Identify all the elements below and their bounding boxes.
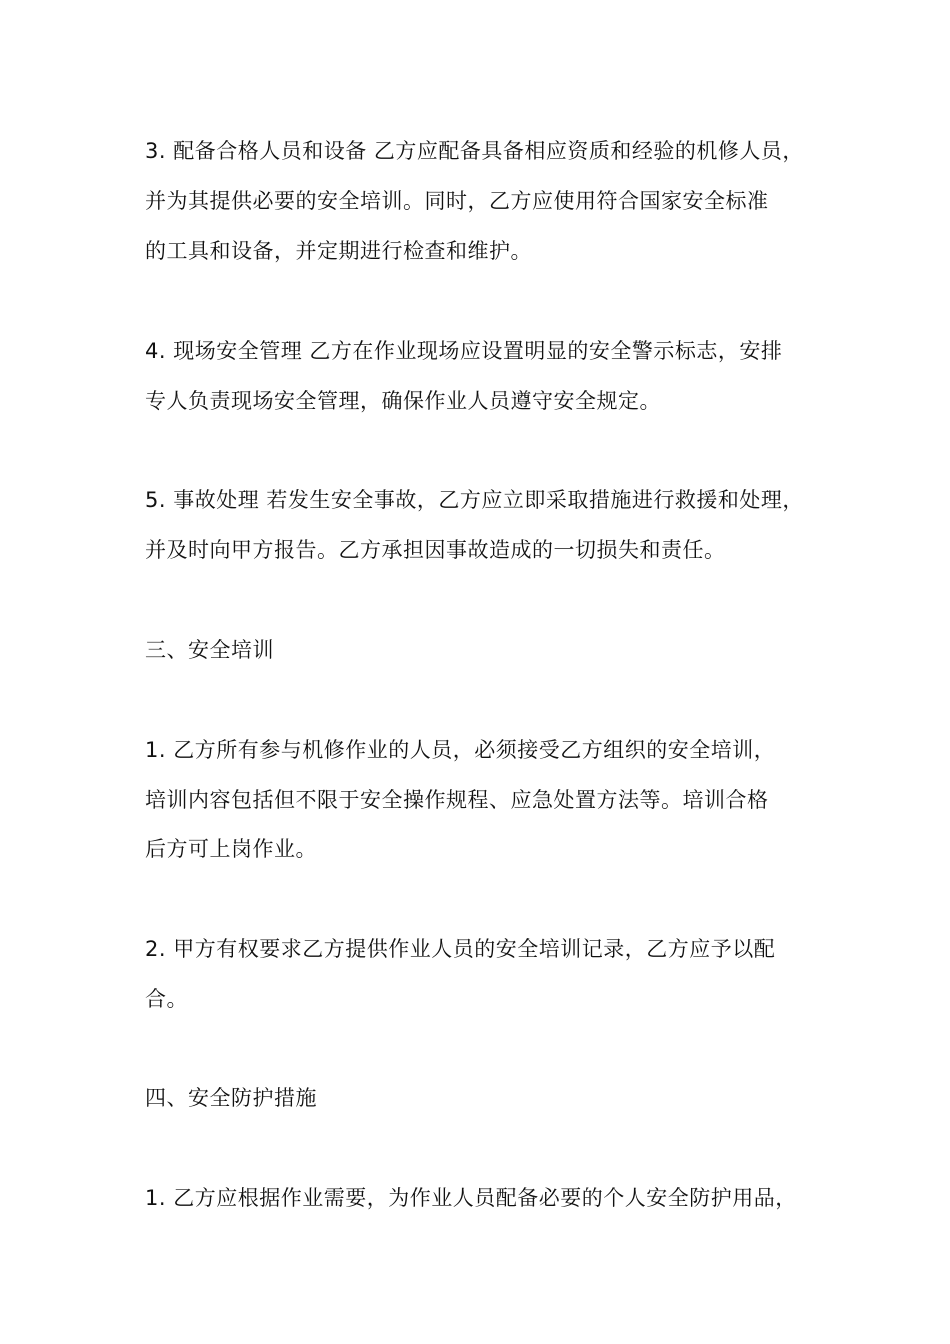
training-item-2-line-2: 合。 [145,987,188,1011]
item-4-line-2: 专人负责现场安全管理，确保作业人员遵守安全规定。 [145,389,661,413]
training-item-1-line-2: 培训内容包括但不限于安全操作规程、应急处置方法等。培训合格 [145,788,769,812]
protection-item-1-line-1: 1. 乙方应根据作业需要，为作业人员配备必要的个人安全防护用品， [145,1186,797,1210]
section-heading-protection: 四、安全防护措施 [145,1086,317,1110]
item-5-line-1: 5. 事故处理 若发生安全事故，乙方应立即采取措施进行救援和处理， [145,488,804,512]
item-3-line-2: 并为其提供必要的安全培训。同时，乙方应使用符合国家安全标准 [145,189,769,213]
training-item-1-line-1: 1. 乙方所有参与机修作业的人员，必须接受乙方组织的安全培训， [145,738,776,762]
training-item-1-line-3: 后方可上岗作业。 [145,837,317,861]
item-4-line-1: 4. 现场安全管理 乙方在作业现场应设置明显的安全警示标志，安排 [145,339,783,363]
item-5-line-2: 并及时向甲方报告。乙方承担因事故造成的一切损失和责任。 [145,538,726,562]
section-heading-training: 三、安全培训 [145,638,274,662]
training-item-2-line-1: 2. 甲方有权要求乙方提供作业人员的安全培训记录，乙方应予以配 [145,937,776,961]
item-3-line-1: 3. 配备合格人员和设备 乙方应配备具备相应资质和经验的机修人员， [145,139,804,163]
item-3-line-3: 的工具和设备，并定期进行检查和维护。 [145,239,532,263]
